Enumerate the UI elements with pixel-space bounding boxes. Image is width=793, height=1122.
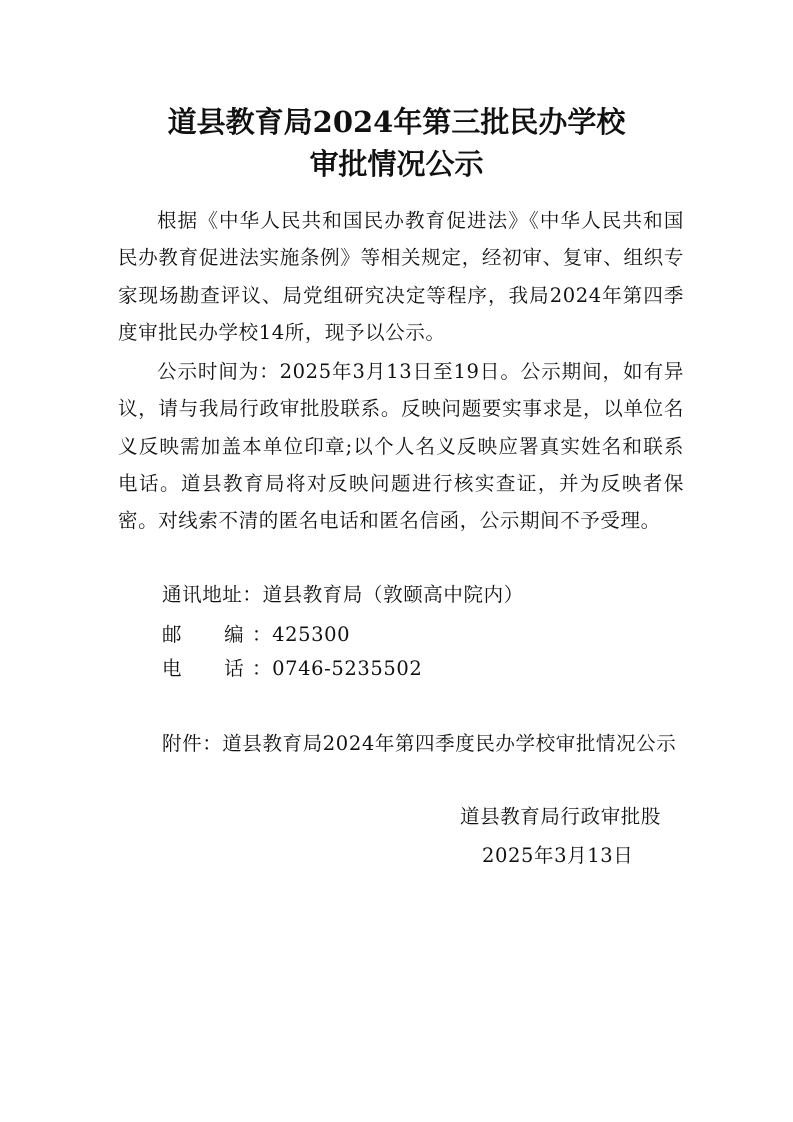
- attachment-line: 附件：道县教育局2024年第四季度民办学校审批情况公示: [162, 732, 677, 755]
- phone-value: ：0746-5235502: [252, 657, 423, 680]
- postcode-label-char-1: 邮: [162, 623, 183, 646]
- postcode-label-char-2: 编: [224, 623, 245, 646]
- postcode-value: ：425300: [252, 623, 351, 646]
- body-paragraph-2: 公示时间为：2025年3月13日至19日。公示期间，如有异议，请与我局行政审批股联系。反映问题要实事求是，以单位名义反映需加盖本单位印章;以个人名义反映应署真实姓名和联系电话。道县教育局将对反映问题进行核实查证，并为反映者保密。对线索不清的匿名电话和匿名信函，公示期间不予受理。: [118, 360, 684, 533]
- phone-label-char-2: 话: [224, 657, 245, 680]
- postcode-label: [162, 621, 252, 649]
- signature-date: 2025年3月13日: [482, 844, 634, 867]
- signature-organization: 道县教育局行政审批股: [460, 805, 662, 828]
- contact-address: 通讯地址：道县教育局（敦颐高中院内）: [162, 583, 524, 606]
- phone-label-char-1: 电: [162, 657, 183, 680]
- document-title-line-2: 审批情况公示: [309, 147, 484, 181]
- body-paragraph-1: 根据《中华人民共和国民办教育促进法》《中华人民共和国民办教育促进法实施条例》等相关规定，经初审、复审、组织专家现场勘查评议、局党组研究决定等程序，我局2024年第四季度审批民办学校14所，现予以公示。: [118, 209, 684, 344]
- document-title-line-1: 道县教育局2024年第三批民办学校: [167, 105, 626, 139]
- phone-label: [162, 655, 252, 683]
